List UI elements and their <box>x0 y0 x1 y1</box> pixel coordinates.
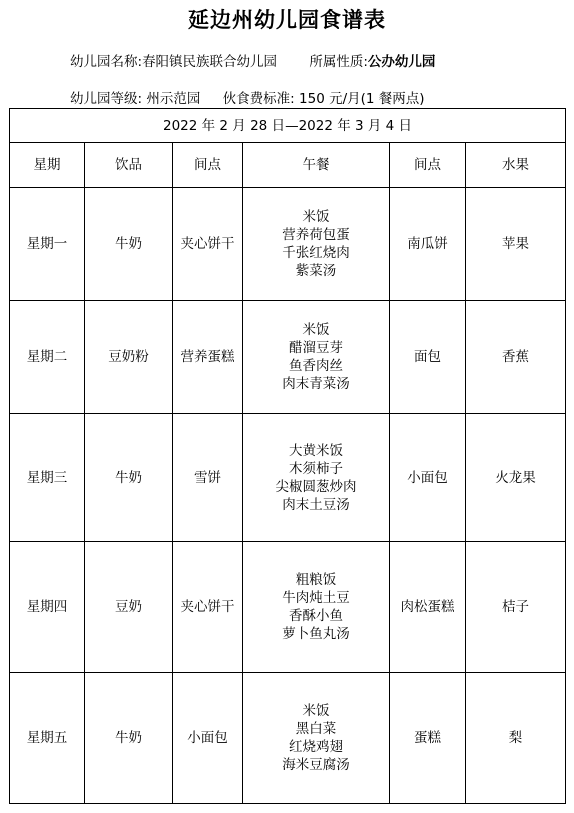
lunch-item: 肉末青菜汤 <box>282 376 350 392</box>
snack-cell: 夹心饼干 <box>173 542 243 673</box>
drink-cell: 牛奶 <box>85 673 173 804</box>
lunch-item: 木须柿子 <box>289 460 343 477</box>
weekday-cell: 星期五 <box>10 673 85 804</box>
menu-table <box>9 108 566 804</box>
kindergarten-info-line-1 <box>70 50 435 70</box>
drink-cell: 牛奶 <box>85 188 173 301</box>
lunch-item: 红烧鸡翅 <box>289 739 343 755</box>
weekday-cell: 星期四 <box>10 542 85 673</box>
fruit-cell: 桔子 <box>466 542 566 673</box>
header-drink: 饮品 <box>85 143 173 188</box>
snack-cell: 夹心饼干 <box>173 188 243 301</box>
fruit-cell: 梨 <box>466 673 566 804</box>
snack-cell: 面包 <box>390 301 466 414</box>
lunch-item: 米饭 <box>302 209 330 225</box>
lunch-item: 肉末土豆汤 <box>282 496 350 513</box>
kindergarten-name: 春阳镇民族联合幼儿园 <box>142 54 278 70</box>
level-label: 幼儿园等级: <box>70 91 143 107</box>
lunch-item: 海米豆腐汤 <box>282 757 350 773</box>
lunch-cell <box>243 301 390 414</box>
date-row <box>10 109 566 143</box>
header-weekday: 星期 <box>10 143 85 188</box>
lunch-cell <box>243 673 390 804</box>
lunch-item: 紫菜汤 <box>295 263 337 279</box>
header-snack-morning: 间点 <box>173 143 243 188</box>
lunch-cell <box>243 414 390 542</box>
snack-cell: 南瓜饼 <box>390 188 466 301</box>
lunch-item: 千张红烧肉 <box>282 245 350 261</box>
weekday-cell: 星期三 <box>10 414 85 542</box>
lunch-item: 粗粮饭 <box>295 572 337 588</box>
snack-cell: 小面包 <box>390 414 466 542</box>
table-row <box>10 542 566 673</box>
name-label: 幼儿园名称: <box>70 54 143 70</box>
lunch-item: 米饭 <box>302 322 330 338</box>
snack-cell: 肉松蛋糕 <box>390 542 466 673</box>
snack-cell: 营养蛋糕 <box>173 301 243 414</box>
table-row <box>10 414 566 542</box>
fruit-cell: 火龙果 <box>466 414 566 542</box>
fruit-cell: 苹果 <box>466 188 566 301</box>
nature-label: 所属性质: <box>309 54 368 70</box>
kindergarten-level: 州示范园 <box>146 91 201 107</box>
header-lunch: 午餐 <box>243 143 390 188</box>
fruit-cell: 香蕉 <box>466 301 566 414</box>
table-row <box>10 673 566 804</box>
snack-cell: 小面包 <box>173 673 243 804</box>
header-fruit: 水果 <box>466 143 566 188</box>
header-row <box>10 143 566 188</box>
lunch-item: 黑白菜 <box>295 721 337 737</box>
lunch-item: 醋溜豆芽 <box>289 340 343 356</box>
table-row <box>10 301 566 414</box>
lunch-item: 鱼香肉丝 <box>289 358 343 374</box>
fee-label: 伙食费标准: <box>222 91 295 107</box>
lunch-item: 大黄米饭 <box>289 442 343 459</box>
drink-cell: 豆奶粉 <box>85 301 173 414</box>
kindergarten-nature: 公办幼儿园 <box>367 54 436 70</box>
drink-cell: 牛奶 <box>85 414 173 542</box>
lunch-item: 萝卜鱼丸汤 <box>282 626 350 642</box>
kindergarten-info-line-2 <box>70 87 425 107</box>
lunch-cell <box>243 188 390 301</box>
lunch-item: 营养荷包蛋 <box>282 227 350 243</box>
weekday-cell: 星期二 <box>10 301 85 414</box>
header-snack-afternoon: 间点 <box>390 143 466 188</box>
lunch-item: 尖椒圆葱炒肉 <box>275 478 357 495</box>
snack-cell: 雪饼 <box>173 414 243 542</box>
lunch-item: 牛肉炖土豆 <box>282 590 350 606</box>
table-row <box>10 188 566 301</box>
page-title: 延边州幼儿园食谱表 <box>188 8 386 32</box>
drink-cell: 豆奶 <box>85 542 173 673</box>
lunch-item: 香酥小鱼 <box>289 608 343 624</box>
snack-cell: 蛋糕 <box>390 673 466 804</box>
lunch-cell <box>243 542 390 673</box>
weekday-cell: 星期一 <box>10 188 85 301</box>
lunch-item: 米饭 <box>302 703 330 719</box>
meal-fee: 150 元/月(1 餐两点) <box>299 91 425 107</box>
date-range: 2022 年 2 月 28 日—2022 年 3 月 4 日 <box>10 109 566 143</box>
